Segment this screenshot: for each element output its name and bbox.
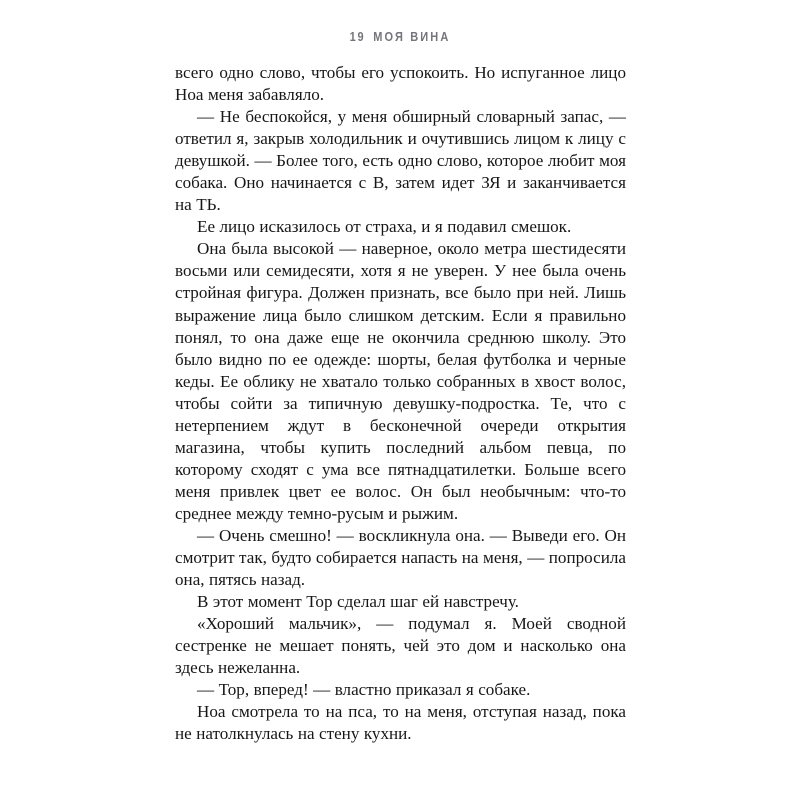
body-text bbox=[175, 62, 626, 745]
body-paragraph: — Тор, вперед! — властно приказал я собаке. bbox=[197, 680, 531, 700]
running-head-book-title: МОЯ ВИНА bbox=[373, 30, 451, 44]
body-paragraph: — Не беспокойся, у меня обширный словарный запас, — ответил я, закрыв холодильник и очутившись лицом к лицу с девушкой. — Более того, есть одно слово, которое любит моя собака. Оно начинается с В, затем идет ЗЯ и заканчивается на ТЬ. bbox=[175, 107, 626, 215]
running-head bbox=[48, 29, 752, 45]
body-paragraph: Ноа смотрела то на пса, то на меня, отступая назад, пока не натолкнулась на стену кухни. bbox=[175, 702, 626, 744]
body-paragraph: Ее лицо исказилось от страха, и я подавил смешок. bbox=[197, 217, 572, 237]
body-paragraph: Она была высокой — наверное, около метра шестидесяти восьми или семидесяти, хотя я не уверен. У нее была очень стройная фигура. Должен признать, все было при ней. Лишь выражение лица было слишком детским. Если я правильно понял, то она даже еще не окончила среднюю школу. Это было видно по ее одежде: шорты, белая футболка и черные кеды. Ее облику не хватало только собранных в хвост волос, чтобы сойти за типичную девушку-подростка. Те, что с нетерпением ждут в бесконечной очереди открытия магазина, чтобы купить последний альбом певца, по которому сходят с ума все пятнадцатилетки. Больше всего меня привлек цвет ее волос. Он был необычным: что-то среднее между темно-русым и рыжим. bbox=[175, 239, 626, 523]
body-paragraph: всего одно слово, чтобы его успокоить. Но испуганное лицо Ноа меня забавляло. bbox=[175, 63, 626, 105]
body-paragraph: В этот момент Тор сделал шаг ей навстречу. bbox=[197, 592, 519, 612]
running-head-page-number: 19 bbox=[349, 30, 366, 44]
body-paragraph: «Хороший мальчик», — подумал я. Моей сводной сестренке не мешает понять, чей это дом и насколько она здесь нежеланна. bbox=[175, 614, 626, 678]
body-paragraph: — Очень смешно! — воскликнула она. — Выведи его. Он смотрит так, будто собирается напасть на меня, — попросила она, пятясь назад. bbox=[175, 525, 626, 590]
